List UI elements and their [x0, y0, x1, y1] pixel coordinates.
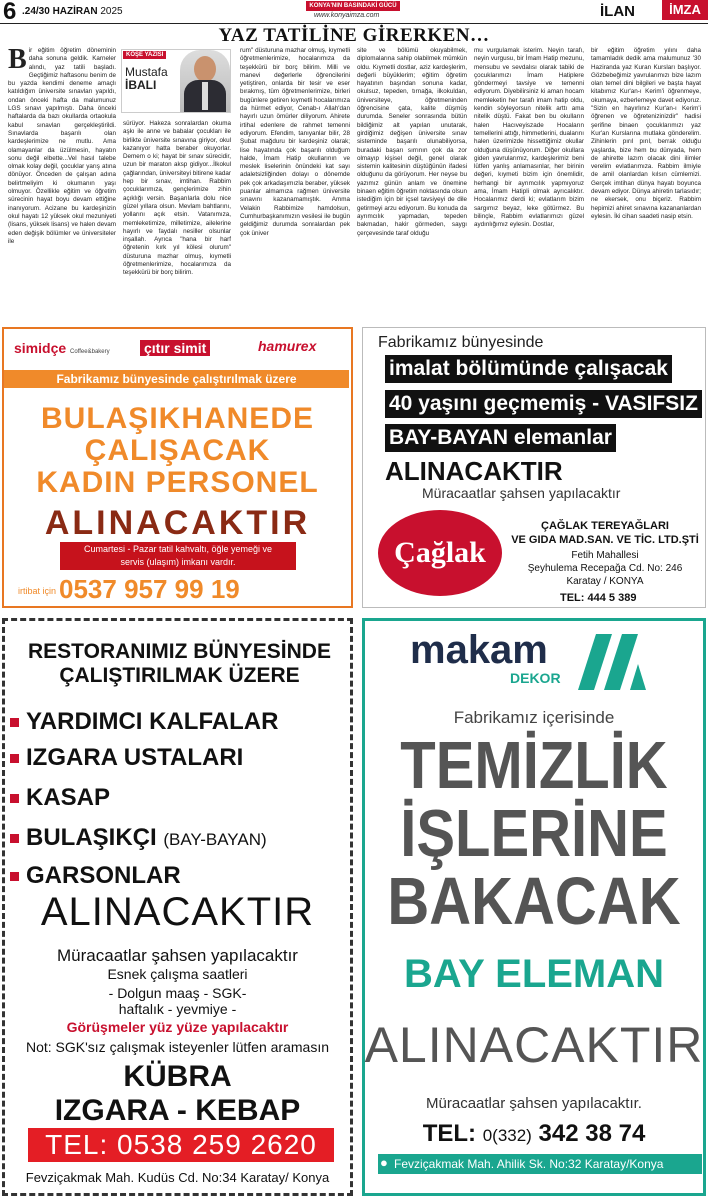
issue-date-days: .24/30 HAZİRAN — [22, 6, 98, 17]
issue-year: 2025 — [100, 6, 123, 17]
ad1-line-1: BULAŞIKHANEDE — [40, 402, 314, 435]
website-link[interactable]: www.konyaimza.com — [314, 12, 380, 19]
ad4-line-2: İŞLERİNE — [400, 796, 668, 871]
job-item: GARSONLAR — [10, 862, 181, 890]
ad4-intro: Fabrikamız içerisinde — [453, 708, 615, 727]
column-tag: KÖŞE YAZISI — [123, 51, 166, 59]
ad3-sgk-note: Not: SGK'sız çalışmak isteyenler lütfen aramasın — [25, 1039, 329, 1055]
ad1-phone[interactable]: irtibat için 0537 957 99 19 — [18, 574, 240, 604]
imza-logo[interactable]: İMZA — [662, 0, 708, 20]
ad2-address: Fetih Mahallesi Şeyhulema Recepağa Cd. No: 246 Karatay / KONYA — [527, 550, 683, 587]
job-item: BULAŞIKÇI (BAY-BAYAN) — [10, 824, 267, 852]
ad3-brand-sub: IZGARA - KEBAP — [54, 1094, 301, 1127]
author-name: Mustafa İBALI — [125, 65, 168, 92]
ad4-line-1: TEMİZLİK — [400, 728, 668, 803]
ad3-payment: haftalık - yevmiye - — [118, 1001, 237, 1017]
makam-logo: makam — [410, 628, 548, 672]
ad1-alinacaktir: ALINACAKTIR — [44, 504, 311, 542]
ad3-title: RESTORANIMIZ BÜNYESİNDE ÇALIŞTIRILMAK ÜZERE — [28, 640, 331, 687]
ad3-address: Fevziçakmak Mah. Kudüs Cd. No:34 Karatay/ Konya — [25, 1170, 330, 1185]
dekor-logo: DEKOR — [510, 670, 561, 686]
ad1-line-3: KADIN PERSONEL — [36, 466, 319, 499]
article-column-3: rum" düsturuna mazhar olmuş, kıymetli öğretmenlerimize, hocalarımıza da teşekkürü bir borç bilirim. Milli ve manevi değerlerle öğrencilerini yetiştiren, onlarda bir tesir ve eser bırakmış, tüm öğretmenlerimize, birleri bugünlere getiren kıymetli hocalarımıza da hürmet ediyor, Cenab-ı Allah'dan hayırlı uzun ömürler diliyorum. Ahirete irtihal edenlere de rahmet temenni ediyorum. Efendim, tanıyanlar bilir, 28 Şubat mağduru bir kardeşiniz olarak; lise hayatında çok başarılı olduğum halde, İmam Hatip okullarının ve meslek liselerinin önündeki kat sayı adaletsizliğinden dolayı o dönemde pek çok arkadaşımızla beraber, yüksek puanlar almamıza rağmen üniversite sınavını kazanamamıştık. Amma Velakin Rabbimize hamdolsun, Cumhurbaşkanımızın vesilesi ile bugün geldiğimiz durumda sonralardan pek çok üniver — [240, 47, 350, 237]
ad2-muracaat: Müracaatlar şahsen yapılacaktır — [422, 485, 621, 501]
ad1-line-2: ÇALIŞACAK — [84, 434, 271, 467]
article-headline: YAZ TATİLİNE GİRERKEN… — [218, 25, 490, 46]
ad4-alinacaktir: ALINACAKTIR — [364, 1017, 704, 1073]
ad2-intro: Fabrikamız bünyesinde — [378, 334, 544, 351]
brand-citir-simit: çıtır simit — [140, 340, 210, 356]
ad3-brand: KÜBRA — [123, 1060, 232, 1093]
ad3-salary: - Dolgun maaş - SGK- — [108, 985, 247, 1001]
article-column-5: mu vurgulamak isterim. Neyin tarafı, neyin vurgusu, bir İmam Hatip mezunu, mensubu ve sevdalısı olarak tabiki de çocuklarımızı İmam Hatiplere göndermeyi tavsiye ve temenni ediyorum. Diyebilirsiniz ki aman hocam memleketin her tarafı imam hatip oldu, kendin söyleyorsun nitelik arttı ama nitelik düştü. Fakat ben bu okulların halen Hacıveyiszade Hocaların temellerini attığı, himmetlerini, dualarını halen üzerimizde hissettiğimiz okullar olduğuna düşünüyorum. Diğer okullara giden yavrularımız, kardeşlerimiz beni lütfen yanlış anlamasınlar, her birinin değeri, kıymeti bizim için önemlidir, herhangi bir ayrımcılık yapmıyoruz ama, İmam Hatipli olmak ayrıcalıktır. Hocalarımız derdi ki; evlatlarım bizim sargımız beyaz, leke götürmez. Bu bilinçle, Rabbim evlatlarımızı güzel aydınlığımız eylesin. Dostlar, — [474, 47, 584, 229]
ad2-banner-1: imalat bölümünde çalışacak — [385, 355, 672, 383]
ad4-line-3: BAKACAK — [387, 864, 681, 939]
article-column-6: bir eğitim öğretim yılını daha tamamladık dedik ama malumunuz '30 Haziranda yaz Kuran Kursları başlıyor. Gözbebeğimiz yavrularımızı bize lazım olan temel dini bilgileri ve başta hayat kitabımız Kur'an-ı Kerim'i öğrenmeye, okumaya, ezberlemeye davet ediyoruz. "Sizin en hayırlınız Kur'an-ı Kerim'i öğrenen ve öğretenizinizdir" hadisi şerifine binaen çocuklarımızı yaz Kur'an Kurslarına mutlaka gönderelim. Zihinlerin pırıl pırıl, berrak olduğu yaşlarda, bize hem bu dünyada, hem de ahirette lazım olacak dini ilimler verelim evlatlarımıza. Rabbim ilmiyle de amil olanlardan kılsın cümlemizi. Gerçek imtihan dünya hayatı boyunca devam ediyor. Dünya ahiretin tarlasıdır; ne ekersek, onu biçeriz. Rabbim hepimizi ahiret sınavına kazananlardan eylesin. İki cihan saadeti nasip etsin. — [591, 47, 701, 220]
article-column-4: site ve bölümü okuyabilmek, diplomalarına sahip olabilmek mümkün oldu. Kıymetli dostlar, aziz kardeşlerim, değerli büyüklerim; eğitim öğretim hayatının başından sonuna kadar, okulsuz, tepeden, tırnağa, ilkokuldan, üniversiteye, öğretmeninden öğrencisine çata, kalite düşmüş durumda. Seneler sonrasında bütün bildiğimiz alt yapıları unutarak, girdiğimiz değişen üniversite sınav sisteminde başarılı olunabiliyorsa, buradaki başarı sırrının çok da zor olmayıp kişisel değil, genel olarak sistemin kalitesinin düştüğünün ifadesi olduğunu da görüyorum. Her neyse bu yazımız günün anlam ve önemine binaen eğitim öğretim noktasında olsun istediğim için bir içsel tavsiyeyi de dile getirmeyi arzu ediyorum. Bu konuda da ayrımcılık yapmadan, tepeden bakmadan, hakir görmeden, saygı çerçevesinde taraf olduğu — [357, 47, 467, 237]
makam-mark-icon — [578, 634, 648, 690]
article-column-2: sürüyor. Hakeza sonralardan okuma aşkı ile anne ve babalar çocukları ile birlikte üniversite sınavına giriyor, okul kazanıyor hatta beraber okuyorlar. Demem o ki; hayat bir sınav sürecidir, uzun bir maraton aksp gidiyor...İlkokul çağlarından, üniversiteyi bitirene kadar hep bir sınav, imtihan. Rabbim çocuklarımıza, gençlerimize zihin açıklığı versin. Başarılarla dolu nice güzel yıllara olsun. Mevlam bahtlarını, yollarını açık etsin. Vatanımıza, memleketimize, milletimize, ailelerine hayırlı ve faydalı nesiller olsunlar inşallah. Ayrıca "hana bir harf öğretenin kırk yıl kölesi olurum" düsturuna mazhar olmuş, kıymetli öğretmenlerimize, hocalarımıza da teşekkürü bir borç bilirim. — [123, 120, 231, 277]
ad2-company: ÇAĞLAK TEREYAĞLARI VE GIDA MAD.SAN. VE TİC. LTD.ŞTİ — [511, 520, 699, 546]
ad2-banner-2: 40 yaşını geçmemiş - VASIFSIZ — [385, 390, 702, 418]
job-item: KASAP — [10, 784, 110, 812]
issue-date — [22, 6, 123, 17]
dropcap: B — [8, 47, 27, 75]
location-pin-icon: ● — [380, 1155, 388, 1170]
ad1-benefits: Cumartesi - Pazar tatil kahvaltı, öğle yemeği ve servis (ulaşım) imkanı vardır. — [60, 542, 296, 570]
caglak-logo: Çağlak — [378, 510, 502, 596]
ad1-band: Fabrikamız bünyesinde çalıştırılmak üzere — [4, 370, 349, 388]
ad4-muracaat: Müracaatlar şahsen yapılacaktır. — [426, 1095, 642, 1112]
ad3-flexible-hours: Esnek çalışma saatleri — [107, 966, 248, 982]
brand-hamurex: hamurex — [258, 338, 317, 354]
job-item: YARDIMCI KALFALAR — [10, 708, 278, 736]
ad4-phone[interactable]: TEL: 0(332) 342 38 74 — [422, 1120, 646, 1147]
ad3-interview-note: Görüşmeler yüz yüze yapılacaktır — [66, 1019, 289, 1035]
ad2-phone[interactable]: TEL: 444 5 389 — [560, 592, 637, 604]
author-photo — [180, 50, 230, 112]
ad3-muracaat: Müracaatlar şahsen yapılacaktır — [57, 946, 298, 965]
article-column-1: Bir eğitim öğretim döneminin daha sonuna geldik. Karneler alındı, yaz tatili başladı. Geçtiğimiz haftasonu benim de bu yazda kendimi deneme amaçlı katıldığım üniversite sınavları yapıldı, ondan önceki hafta da malumunuz LGS sınavı yapılmıştı. Daha önceki haftalarda da bazı okullarda ortaokula kabul sınavları gerçekleştirildi. Sınavlarda başarılı olan kardeşlerimize ne mutlu. Ama olamayanlar da üzülmesin, hayatın sonu değil elbette...Vel hasıl talebe olmak kolay değil, çocuklar yarış atına dönüyor. Önceden de çalışan adına belirtmeliyim ki okumanın yaşı olmuyor. Özellikle eğitim ve öğretim sürecinin hayat boyu devam ettiğine inanıyorum. Acizane bu kardeşinizin okul hayatı 12 yüksek okul mezuniyeti (lisans, yüksek lisans) ve halen devam eden değişik bölümler ve üniversiteler ile — [8, 47, 116, 245]
ad4-bay-eleman: BAY ELEMAN — [403, 952, 665, 996]
masthead-tag: KONYA'NIN BASINDAKİ GÜCÜ — [306, 1, 400, 11]
page-number: 6 — [3, 0, 17, 25]
ad3-alinacaktir: ALINACAKTIR — [40, 890, 315, 934]
ad3-phone[interactable]: TEL: 0538 259 2620 — [28, 1128, 334, 1162]
ad4-address: Fevziçakmak Mah. Ahilik Sk. No:32 Karatay/Konya — [378, 1154, 702, 1174]
ad2-alinacaktir: ALINACAKTIR — [385, 456, 563, 486]
section-title: İLAN — [600, 3, 635, 20]
ad2-banner-3: BAY-BAYAN elemanlar — [385, 424, 616, 452]
brand-simidce: simidçe Coffee&bakery — [14, 340, 110, 356]
job-item: IZGARA USTALARI — [10, 744, 243, 772]
